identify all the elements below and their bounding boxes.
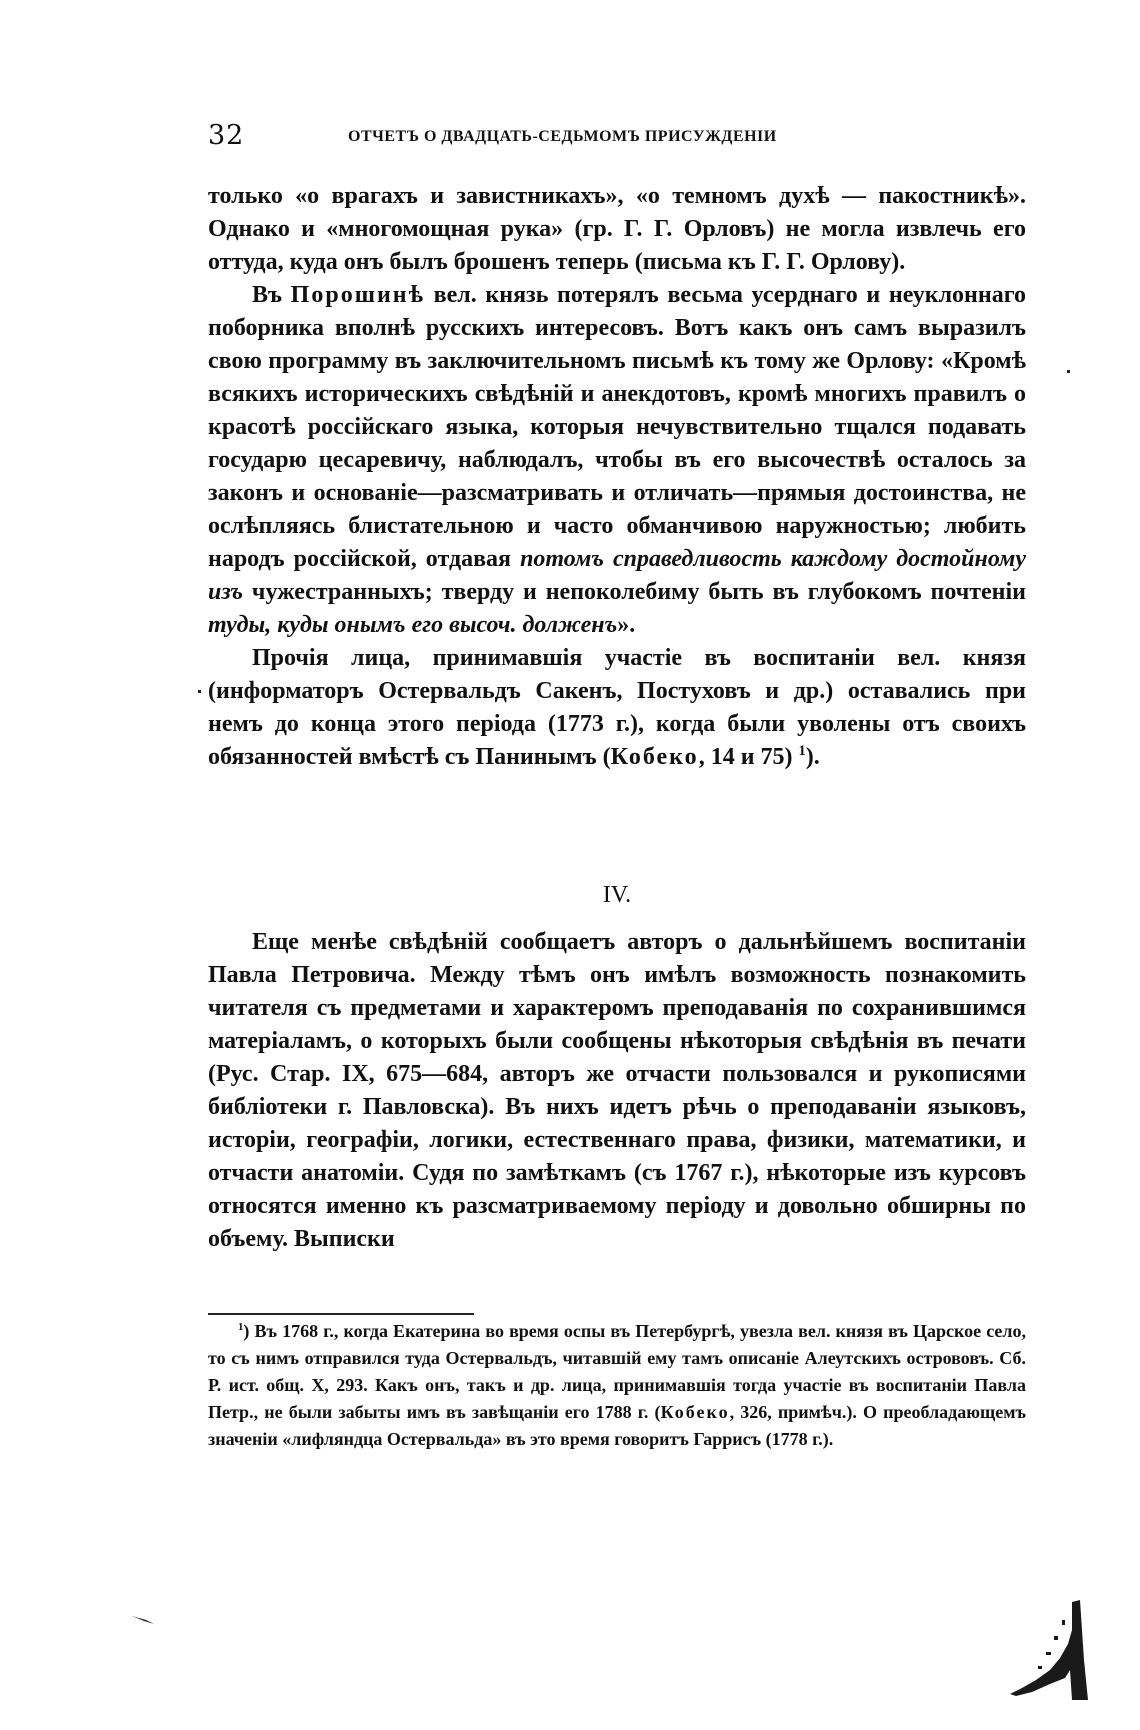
footnote-text: ) Въ 1768 г., когда Екатерина во время оспы въ Петербургѣ, увезла вел. князя въ Царское село, то съ нимъ отправился туда Остервальдъ, читавшій ему тамъ описаніе Алеутскихъ острововъ. Сб. Р. ист. общ. X, 293. Какъ онъ, такъ и др. лица, принимавшія тогда участіе въ воспитаніи Павла Петр., не были забыты имъ въ завѣщаніи его 1788 г. ( [208, 1321, 1026, 1422]
spaced-name: Кобеко [660, 1402, 730, 1422]
paragraph-poroshin [208, 279, 1026, 642]
italic-quote: туды, куды онымъ его высоч. долженъ [208, 612, 618, 638]
page-header [208, 120, 1026, 160]
paragraph-text: , 14 и 75) [698, 744, 793, 770]
main-text-lower [208, 926, 1026, 1256]
scan-speck [1067, 370, 1070, 373]
paragraph-other-persons [208, 642, 1026, 774]
section-heading: IV. [602, 882, 632, 908]
paragraph-education: Еще менѣе свѣдѣній сообщаетъ авторъ о дальнѣйшемъ воспитаніи Павла Петровича. Между тѣмъ онъ имѣлъ возможность познакомить читателя съ предметами и характеромъ преподаванія по сохранившимся матеріаламъ, о которыхъ были сообщены нѣкоторыя свѣдѣнія въ печати (Рус. Стар. IX, 675—684, авторъ же отчасти пользовался и рукописями библіотеки г. Павловска). Въ нихъ идетъ рѣчь о преподаваніи языковъ, исторіи, географіи, логики, естественнаго права, физики, математики, и отчасти анатоміи. Судя по замѣткамъ (съ 1767 г.), нѣкоторые изъ курсовъ относятся именно къ разсматриваемому періоду и довольно обширны по объему. Выписки [208, 929, 1026, 1252]
footnote-divider [208, 1313, 474, 1315]
paragraph-text: ». [617, 612, 636, 638]
paragraph-text: ). [805, 744, 820, 770]
spaced-name: Кобеко [610, 744, 699, 770]
paragraph-text: Въ [252, 282, 291, 308]
scan-mark-left [132, 1614, 156, 1626]
paragraph-text: вел. князь потерялъ весьма усерднаго и неуклоннаго поборника вполнѣ русскихъ интересовъ. Вотъ какъ онъ самъ выразилъ свою программу въ заключительномъ письмѣ къ тому же Орлову: «Кромѣ всякихъ историческихъ свѣдѣній и анекдотовъ, кромѣ многихъ правилъ о красотѣ россійскаго языка, которыя нечувствительно тщался подавать государю цесаревичу, наблюдалъ, чтобы въ его высочествѣ осталось за законъ и основаніе—разсматривать и отличать—прямыя достоинства, не ослѣпляясь блистательною и часто обманчивою наружностью; любить народъ россійской, отдавая [208, 282, 1027, 572]
running-head: ОТЧЕТЪ О ДВАДЦАТЬ-СЕДЬМОМЪ ПРИСУЖДЕНІИ [348, 128, 777, 145]
footnote [208, 1318, 1026, 1453]
italic-quote: потомъ справедливость каждому достойному изъ [208, 546, 1027, 605]
paragraph-continued: только «о врагахъ и завистникахъ», «о темномъ духѣ — пакостникѣ». Однако и «многомощная рука» (гр. Г. Г. Орловъ) не могла извлечь его оттуда, куда онъ былъ брошенъ теперь (письма къ Г. Г. Орлову). [208, 183, 1026, 275]
paragraph-text: чужестранныхъ; тверду и непоколебиму быть въ глубокомъ почтеніи [243, 579, 1026, 605]
footnote-text: , 326, примѣч.). О преобладающемъ значеніи «лифляндца Остервальда» въ это время говоритъ Гаррисъ (1778 г.). [208, 1402, 1026, 1449]
footnote-marker: 1 [238, 1321, 244, 1333]
page-number: 32 [208, 120, 245, 151]
scan-mark-corner [1010, 1600, 1090, 1700]
scan-speck [198, 690, 201, 693]
main-text-upper [208, 180, 1026, 774]
footnote-reference[interactable]: 1 [798, 743, 806, 759]
paragraph-text: Прочія лица, принимавшія участіе въ воспитаніи вел. князя (информаторъ Остервальдъ Сакенъ, Постуховъ и др.) оставались при немъ до конца этого періода (1773 г.), когда были уволены отъ своихъ обязанностей вмѣстѣ съ Панинымъ ( [208, 645, 1026, 770]
spaced-name: Порошинѣ [290, 282, 426, 308]
